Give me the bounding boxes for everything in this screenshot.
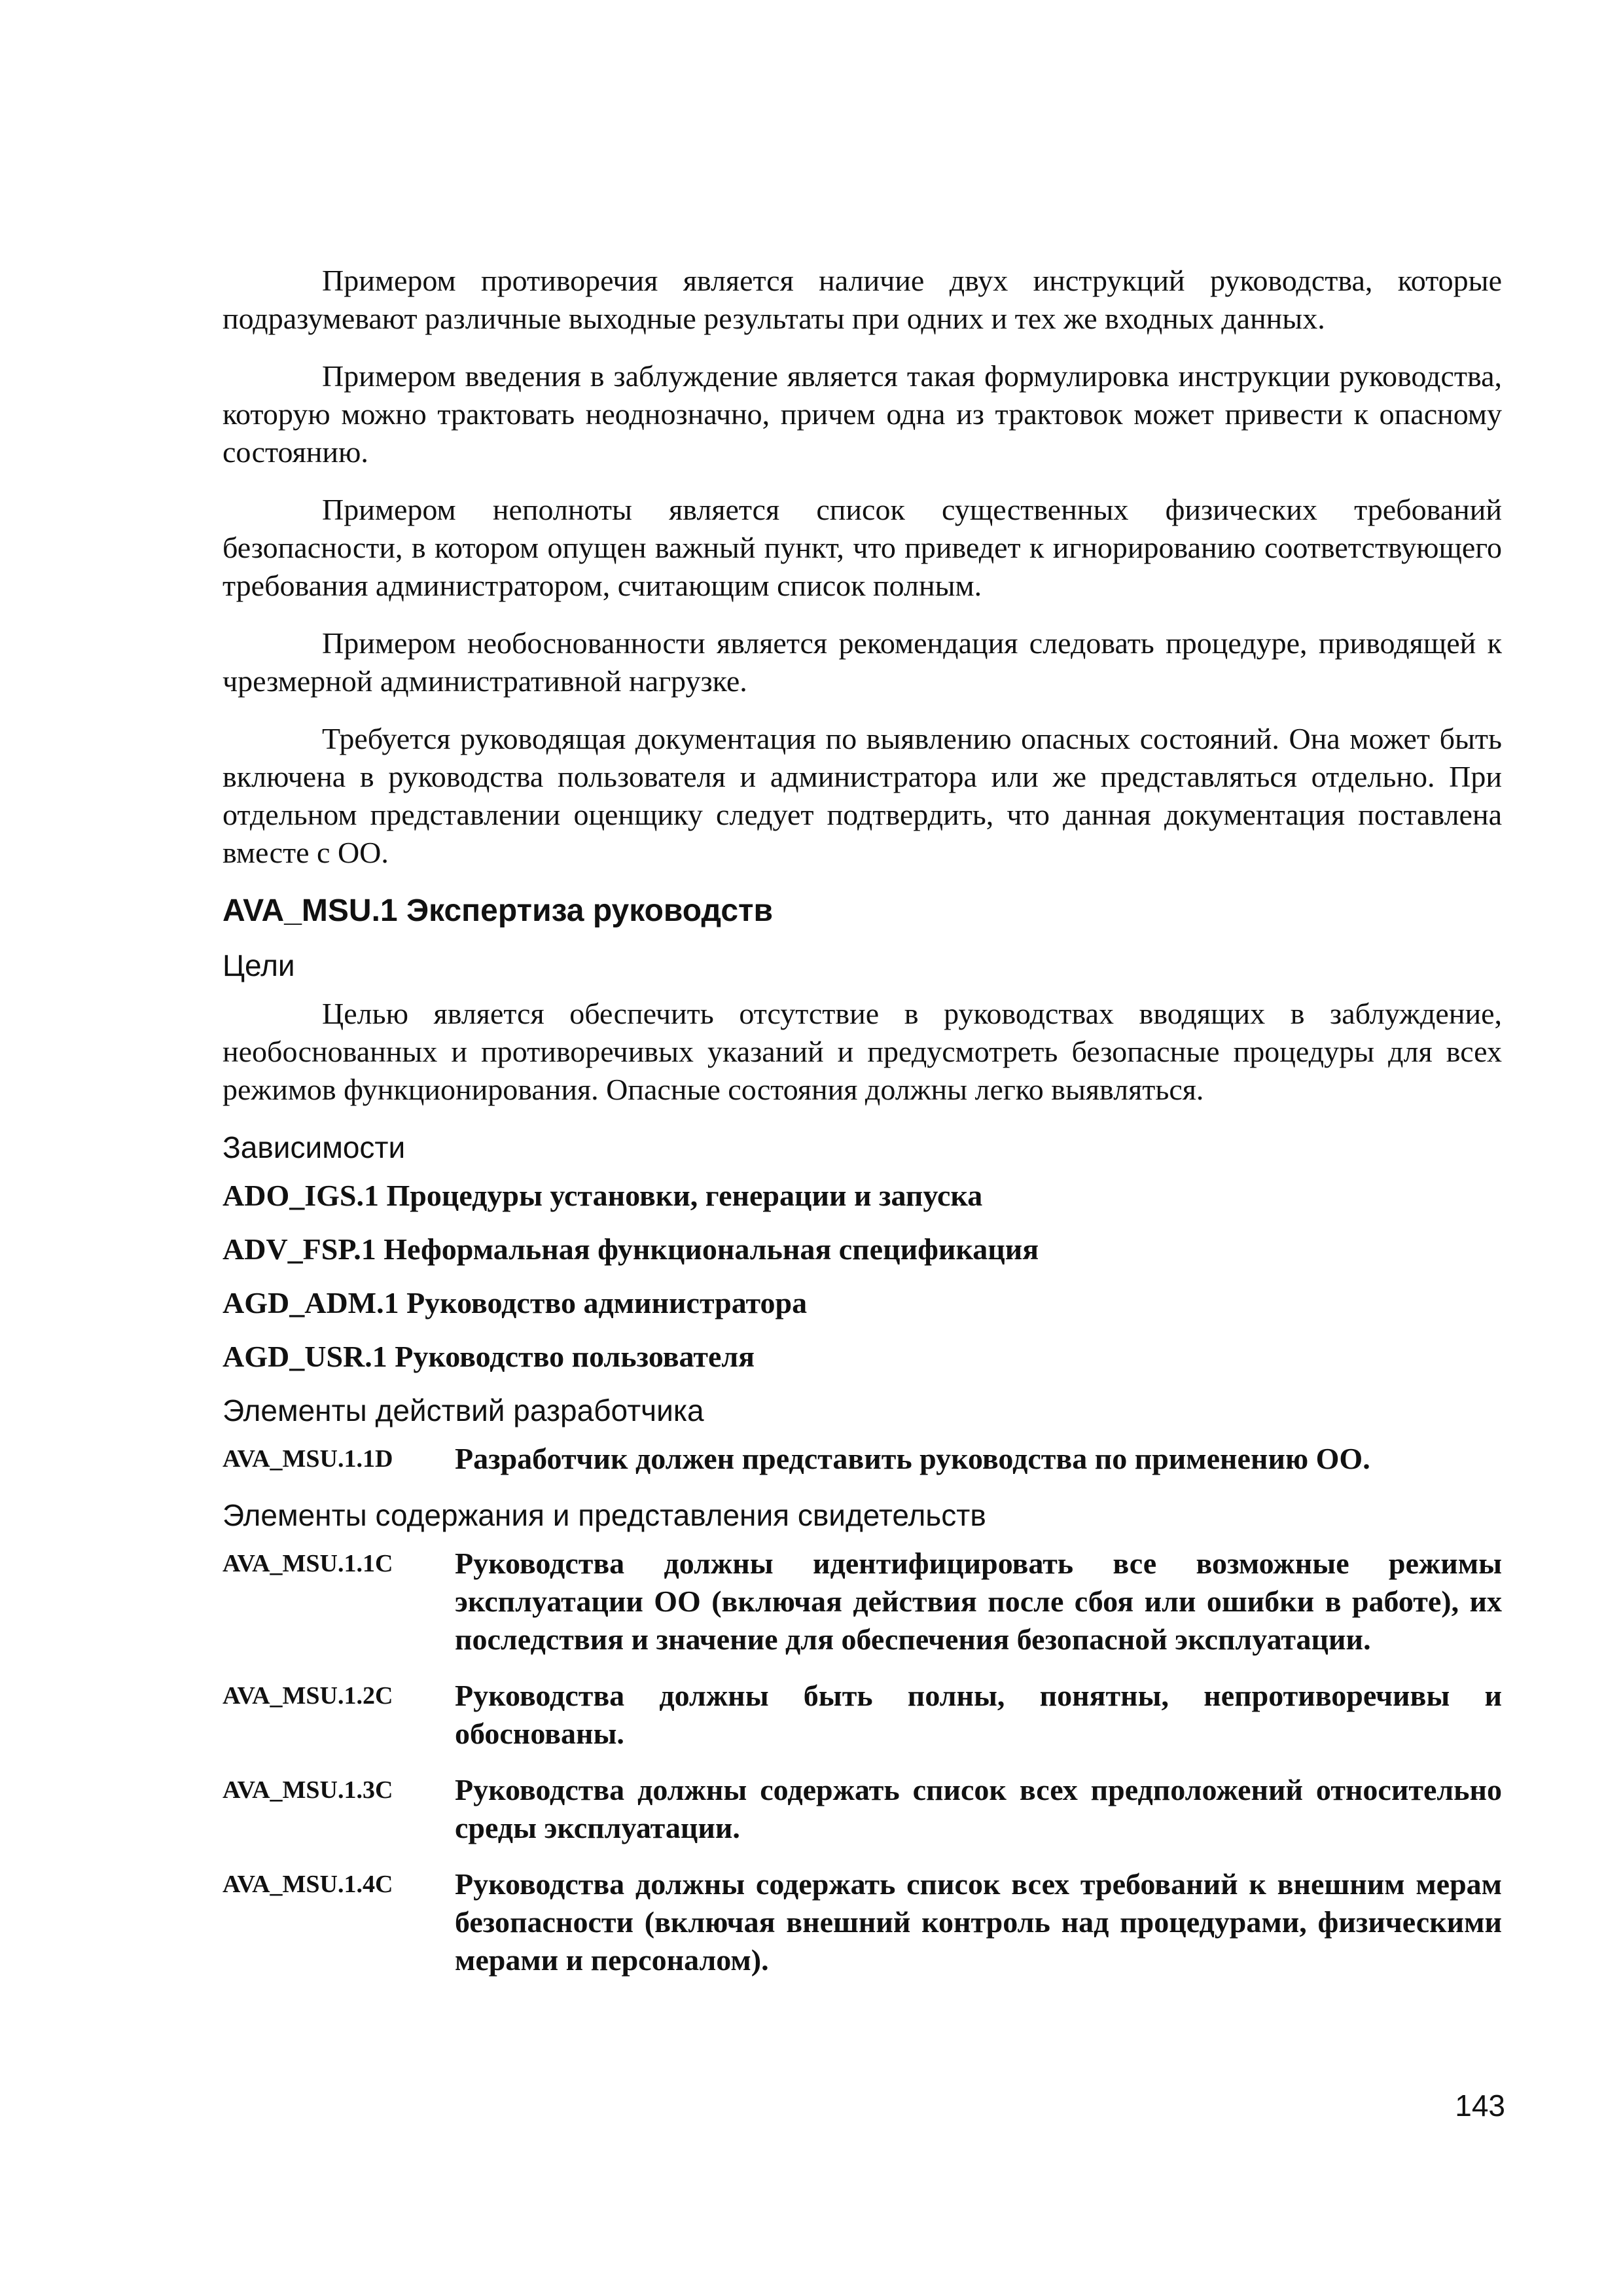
element-code: AVA_MSU.1.1D (223, 1445, 393, 1473)
content-element (223, 1677, 1502, 1753)
content-element (223, 1865, 1502, 1979)
paragraph-contradiction: Примером противоречия является наличие двух инструкций руководства, которые подразумевают различные выходные результаты при одних и тех же входных данных. (223, 264, 1502, 335)
dependency-item: ADV_FSP.1 Неформальная функциональная спецификация (223, 1232, 1039, 1266)
element-text: Руководства должны быть полны, понятны, непротиворечивы и обоснованы. (455, 1679, 1502, 1750)
element-code: AVA_MSU.1.3C (223, 1776, 393, 1804)
goals-text: Целью является обеспечить отсутствие в руководствах вводящих в заблуждение, необоснованных и противоречивых указаний и предусмотреть безопасные процедуры для всех режимов функционирования. Опасные состояния должны легко выявляться. (223, 997, 1502, 1106)
content-element (223, 1545, 1502, 1659)
element-text: Руководства должны содержать список всех требований к внешним мерам безопасности (включая внешний контроль над процедурами, физическими мерами и персоналом). (455, 1867, 1502, 1977)
dependency-item: AGD_ADM.1 Руководство администратора (223, 1286, 808, 1319)
paragraph-incompleteness: Примером неполноты является список существенных физических требований безопасности, в котором опущен важный пункт, что приведет к игнорированию соответствующего требования администратором, считающим список полным. (223, 493, 1502, 602)
element-text: Руководства должны содержать список всех предположений относительно среды эксплуатации. (455, 1773, 1502, 1844)
dependencies-heading: Зависимости (223, 1130, 406, 1164)
dependency-item: ADO_IGS.1 Процедуры установки, генерации и запуска (223, 1179, 983, 1212)
content-element (223, 1771, 1502, 1847)
paragraph-unreasonable: Примером необоснованности является рекомендация следовать процедуре, приводящей к чрезмерной административной нагрузке. (223, 626, 1502, 698)
goals-heading: Цели (223, 948, 295, 982)
page-number: 143 (1455, 2089, 1505, 2123)
section-title: AVA_MSU.1 Экспертиза руководств (223, 893, 774, 928)
developer-element (223, 1440, 1502, 1478)
paragraph-misleading: Примером введения в заблуждение является такая формулировка инструкции руководства, которую можно трактовать неоднозначно, причем одна из трактовок может привести к опасному состоянию. (223, 359, 1502, 469)
paragraph-documentation: Требуется руководящая документация по выявлению опасных состояний. Она может быть включена в руководства пользователя и администратора или же представляться отдельно. При отдельном представлении оценщику следует подтвердить, что данная документация поставлена вместе с ОО. (223, 722, 1502, 869)
element-text: Разработчик должен представить руководства по применению ОО. (455, 1442, 1370, 1475)
element-code: AVA_MSU.1.2C (223, 1682, 393, 1710)
element-text: Руководства должны идентифицировать все возможные режимы эксплуатации ОО (включая действия после сбоя или ошибки в работе), их последствия и значение для обеспечения безопасной эксплуатации. (455, 1547, 1502, 1656)
content-elements-heading: Элементы содержания и представления свидетельств (223, 1498, 986, 1532)
dependency-item: AGD_USR.1 Руководство пользователя (223, 1340, 755, 1373)
page-content (223, 262, 1502, 1998)
developer-elements-heading: Элементы действий разработчика (223, 1393, 704, 1427)
element-code: AVA_MSU.1.1C (223, 1550, 393, 1577)
element-code: AVA_MSU.1.4C (223, 1871, 393, 1898)
